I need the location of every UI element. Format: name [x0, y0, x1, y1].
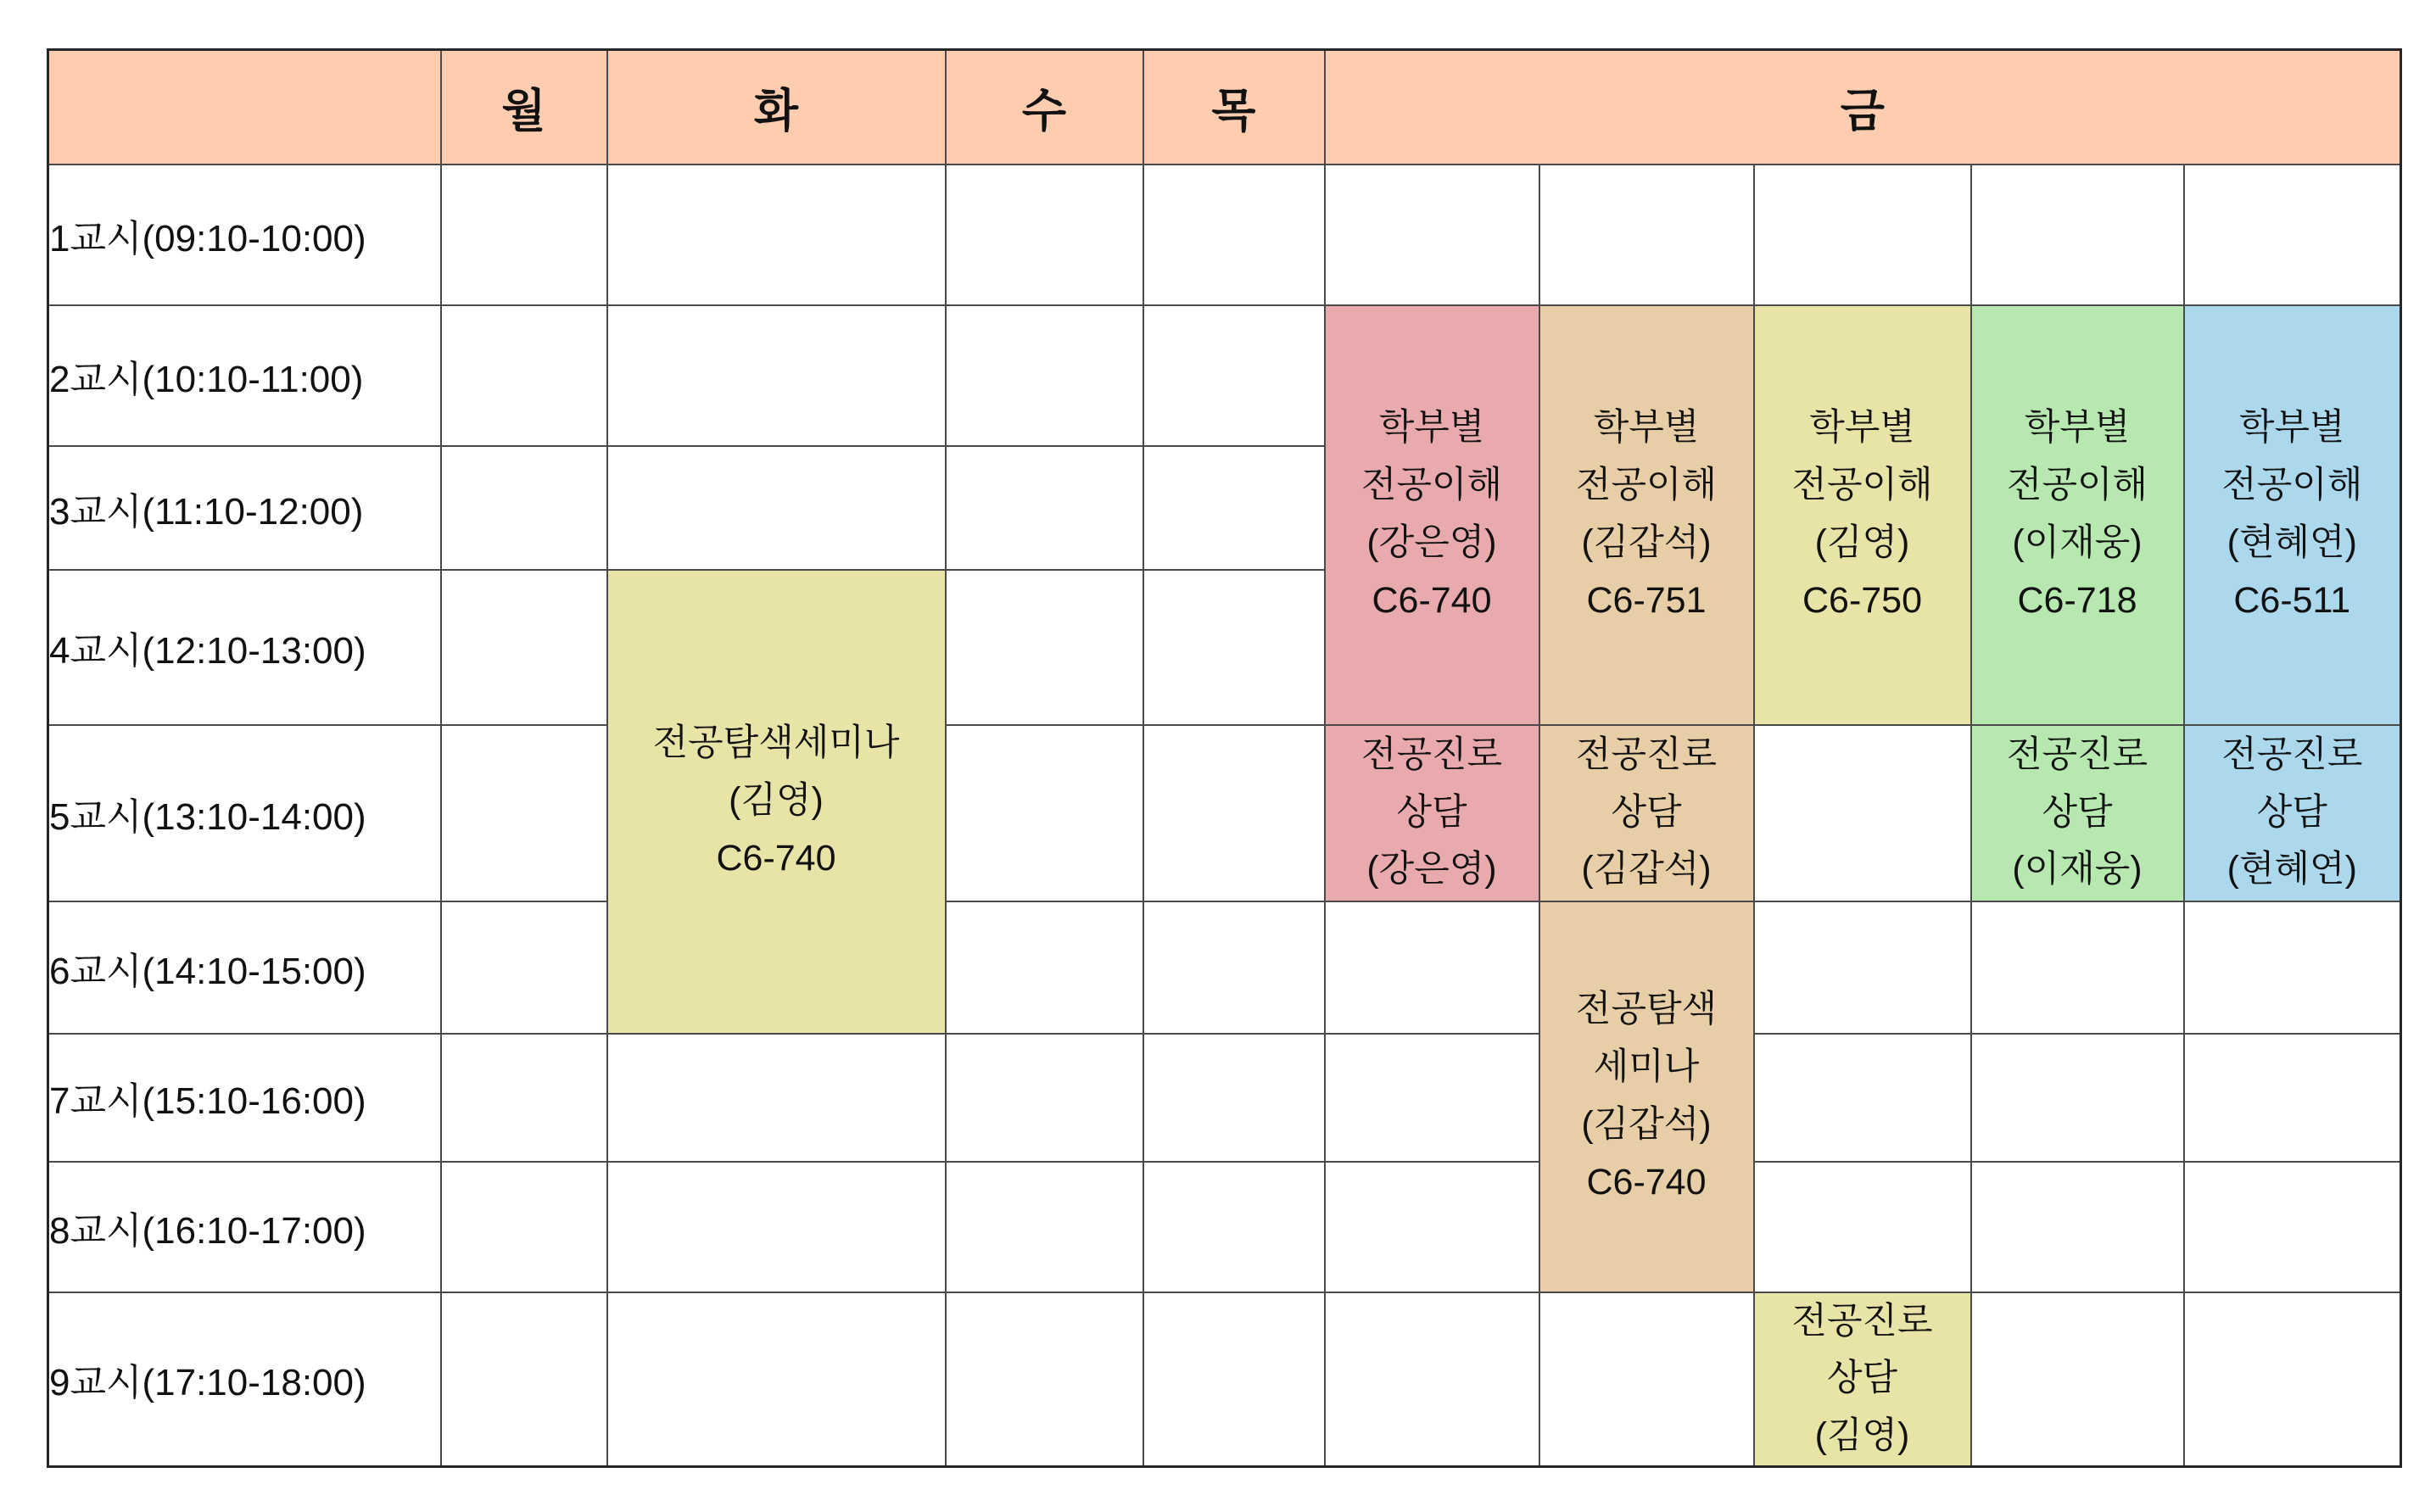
empty-cell — [1754, 901, 1971, 1034]
empty-cell — [1143, 901, 1325, 1034]
class-block-line: 전공이해 — [2006, 465, 2148, 506]
class-block-line: C6-511 — [2233, 579, 2351, 621]
corner-cell — [48, 50, 441, 165]
class-block-fri4-major — [1971, 305, 2184, 725]
empty-cell — [441, 1162, 607, 1292]
day-header-thu: 목 — [1143, 50, 1325, 165]
class-block-line: 전공진로 — [1791, 1300, 1933, 1342]
class-block-line: 상담 — [1826, 1358, 1898, 1399]
class-block-line: 전공탐색세미나 — [652, 723, 900, 764]
period-label-1: 1교시(09:10-10:00) — [48, 165, 441, 305]
period-label-6: 6교시(14:10-15:00) — [48, 901, 441, 1034]
class-block-line: C6-740 — [1586, 1161, 1707, 1202]
empty-cell — [1325, 1162, 1539, 1292]
period-label-9: 9교시(17:10-18:00) — [48, 1292, 441, 1467]
empty-cell — [441, 725, 607, 901]
empty-cell — [946, 1292, 1143, 1467]
empty-cell — [946, 725, 1143, 901]
class-block-line: (강은영) — [1366, 849, 1497, 890]
empty-cell — [1971, 1292, 2184, 1467]
empty-cell — [946, 570, 1143, 725]
class-block-fri3-counsel — [1754, 1292, 1971, 1467]
empty-cell — [1143, 1034, 1325, 1162]
class-block-line: 전공진로 — [1575, 734, 1718, 775]
class-block-line: C6-751 — [1586, 579, 1707, 621]
class-block-line: 전공진로 — [2006, 734, 2148, 775]
class-block-line: 세미나 — [1593, 1046, 1700, 1088]
timetable — [47, 48, 2402, 1468]
class-block-line: C6-718 — [2017, 579, 2137, 621]
empty-cell — [441, 165, 607, 305]
class-block-fri1-major — [1325, 305, 1539, 725]
empty-cell — [1325, 1034, 1539, 1162]
empty-cell — [2184, 1034, 2401, 1162]
empty-cell — [607, 1292, 946, 1467]
empty-cell — [607, 165, 946, 305]
class-block-line: 상담 — [1396, 791, 1467, 833]
class-block-fri2-seminar — [1539, 901, 1754, 1292]
empty-cell — [607, 446, 946, 570]
class-block-line: C6-740 — [716, 837, 836, 879]
empty-cell — [1325, 165, 1539, 305]
class-block-fri2-counsel — [1539, 725, 1754, 901]
class-block-line: 전공이해 — [1575, 465, 1718, 506]
period-row-6 — [48, 901, 2401, 1034]
class-block-fri1-counsel — [1325, 725, 1539, 901]
empty-cell — [2184, 1292, 2401, 1467]
period-label-8: 8교시(16:10-17:00) — [48, 1162, 441, 1292]
empty-cell — [1143, 1292, 1325, 1467]
class-block-fri3-major — [1754, 305, 1971, 725]
empty-cell — [946, 901, 1143, 1034]
period-label-7: 7교시(15:10-16:00) — [48, 1034, 441, 1162]
class-block-line: 전공탐색 — [1575, 989, 1718, 1030]
empty-cell — [1539, 165, 1754, 305]
period-row-7 — [48, 1034, 2401, 1162]
class-block-line: (이재웅) — [2012, 849, 2143, 890]
class-block-fri5-counsel — [2184, 725, 2401, 901]
class-block-line: 상담 — [2042, 791, 2113, 833]
empty-cell — [441, 1292, 607, 1467]
class-block-tue-seminar — [607, 570, 946, 1034]
empty-cell — [2184, 901, 2401, 1034]
class-block-line: (강은영) — [1366, 522, 1497, 563]
class-block-line: 학부별 — [1809, 407, 1915, 449]
class-block-line: 학부별 — [2238, 407, 2345, 449]
class-block-line: (김영) — [1814, 1415, 1910, 1457]
empty-cell — [1325, 901, 1539, 1034]
empty-cell — [1325, 1292, 1539, 1467]
empty-cell — [1971, 901, 2184, 1034]
class-block-fri4-counsel — [1971, 725, 2184, 901]
header-row — [48, 50, 2401, 165]
class-block-line: (김갑석) — [1581, 522, 1712, 563]
empty-cell — [441, 1034, 607, 1162]
period-label-2: 2교시(10:10-11:00) — [48, 305, 441, 446]
empty-cell — [946, 1034, 1143, 1162]
empty-cell — [607, 1034, 946, 1162]
period-row-9 — [48, 1292, 2401, 1467]
period-row-8 — [48, 1162, 2401, 1292]
empty-cell — [1143, 1162, 1325, 1292]
class-block-line: 상담 — [2256, 791, 2327, 833]
empty-cell — [1754, 165, 1971, 305]
day-header-wed: 수 — [946, 50, 1143, 165]
empty-cell — [1143, 570, 1325, 725]
empty-cell — [1143, 165, 1325, 305]
empty-cell — [1143, 725, 1325, 901]
empty-cell — [441, 901, 607, 1034]
class-block-line: 전공이해 — [1791, 465, 1933, 506]
class-block-line: (김갑석) — [1581, 849, 1712, 890]
empty-cell — [607, 1162, 946, 1292]
empty-cell — [441, 570, 607, 725]
empty-cell — [946, 446, 1143, 570]
class-block-fri2-major — [1539, 305, 1754, 725]
empty-cell — [946, 1162, 1143, 1292]
empty-cell — [1539, 1292, 1754, 1467]
day-header-mon: 월 — [441, 50, 607, 165]
day-header-tue: 화 — [607, 50, 946, 165]
empty-cell — [441, 446, 607, 570]
class-block-line: 전공이해 — [2221, 465, 2363, 506]
empty-cell — [607, 305, 946, 446]
class-block-line: 전공진로 — [1360, 734, 1503, 775]
period-row-5 — [48, 725, 2401, 901]
empty-cell — [1143, 446, 1325, 570]
class-block-line: 학부별 — [1378, 407, 1485, 449]
empty-cell — [946, 165, 1143, 305]
empty-cell — [1143, 305, 1325, 446]
period-label-4: 4교시(12:10-13:00) — [48, 570, 441, 725]
empty-cell — [1971, 1034, 2184, 1162]
class-block-line: C6-740 — [1372, 579, 1492, 621]
empty-cell — [2184, 1162, 2401, 1292]
empty-cell — [1971, 1162, 2184, 1292]
class-block-line: 상담 — [1611, 791, 1682, 833]
empty-cell — [1754, 1162, 1971, 1292]
period-row-2 — [48, 305, 2401, 446]
empty-cell — [1754, 1034, 1971, 1162]
empty-cell — [441, 305, 607, 446]
class-block-line: 학부별 — [2024, 407, 2131, 449]
empty-cell — [946, 305, 1143, 446]
class-block-line: 학부별 — [1593, 407, 1700, 449]
period-row-1 — [48, 165, 2401, 305]
empty-cell — [2184, 165, 2401, 305]
empty-cell — [1971, 165, 2184, 305]
class-block-line: 전공이해 — [1360, 465, 1503, 506]
period-label-5: 5교시(13:10-14:00) — [48, 725, 441, 901]
day-header-fri: 금 — [1325, 50, 2401, 165]
class-block-line: (김영) — [1814, 522, 1910, 563]
class-block-line: 전공진로 — [2221, 734, 2363, 775]
class-block-line: (현혜연) — [2226, 849, 2357, 890]
class-block-line: (김영) — [729, 780, 824, 822]
class-block-line: (이재웅) — [2012, 522, 2143, 563]
class-block-line: (김갑석) — [1581, 1104, 1712, 1145]
period-label-3: 3교시(11:10-12:00) — [48, 446, 441, 570]
class-block-line: (현혜연) — [2226, 522, 2357, 563]
class-block-line: C6-750 — [1802, 579, 1923, 621]
class-block-fri5-major — [2184, 305, 2401, 725]
empty-cell — [1754, 725, 1971, 901]
